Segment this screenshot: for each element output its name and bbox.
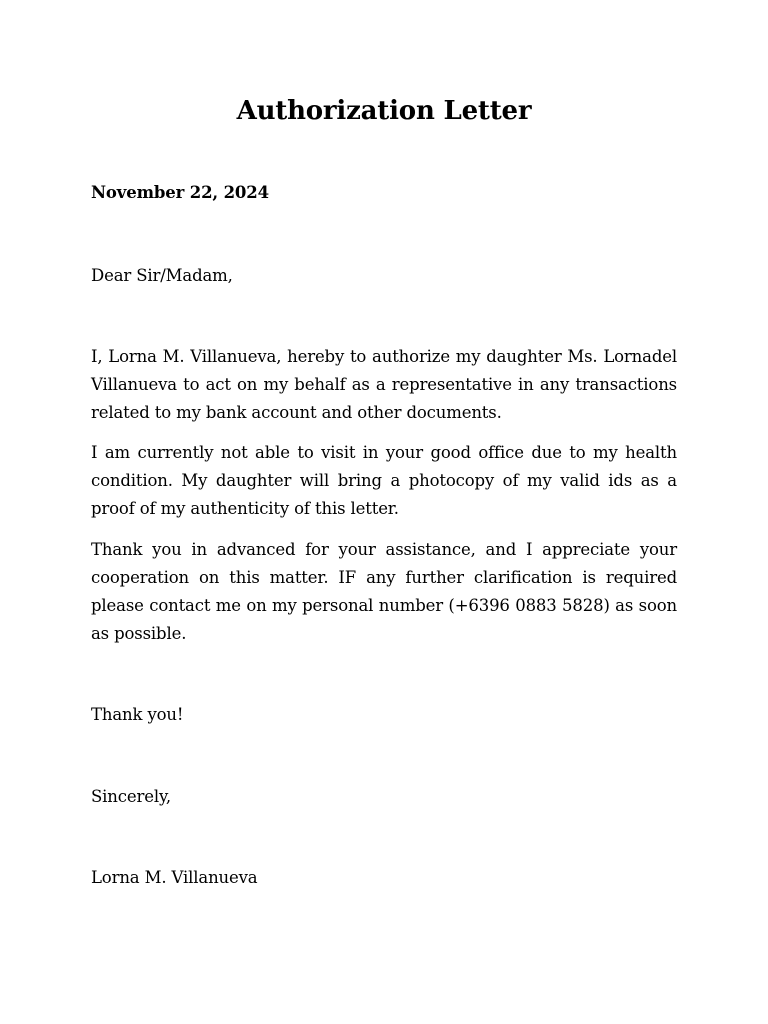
letter-thanks: Thank you! xyxy=(91,705,184,724)
body-paragraph-contact: Thank you in advanced for your assistance, and I appreciate your cooperation on this matter. IF any further clarification is required please contact me on my personal number (+6396 0883 5828) as soon as possible. xyxy=(91,540,677,643)
letter-title: Authorization Letter xyxy=(236,96,532,126)
letter-closing: Sincerely, xyxy=(91,787,172,806)
body-paragraph-authorization: I, Lorna M. Villanueva, hereby to authorize my daughter Ms. Lornadel Villanueva to act on my behalf as a representative in any transactions related to my bank account and other documents. xyxy=(91,347,677,422)
letter-date: November 22, 2024 xyxy=(91,183,269,202)
signature-name: Lorna M. Villanueva xyxy=(91,868,258,887)
letter-salutation: Dear Sir/Madam, xyxy=(91,266,233,285)
body-paragraph-reason: I am currently not able to visit in your good office due to my health condition. My daughter will bring a photocopy of my valid ids as a proof of my authenticity of this letter. xyxy=(91,443,677,518)
